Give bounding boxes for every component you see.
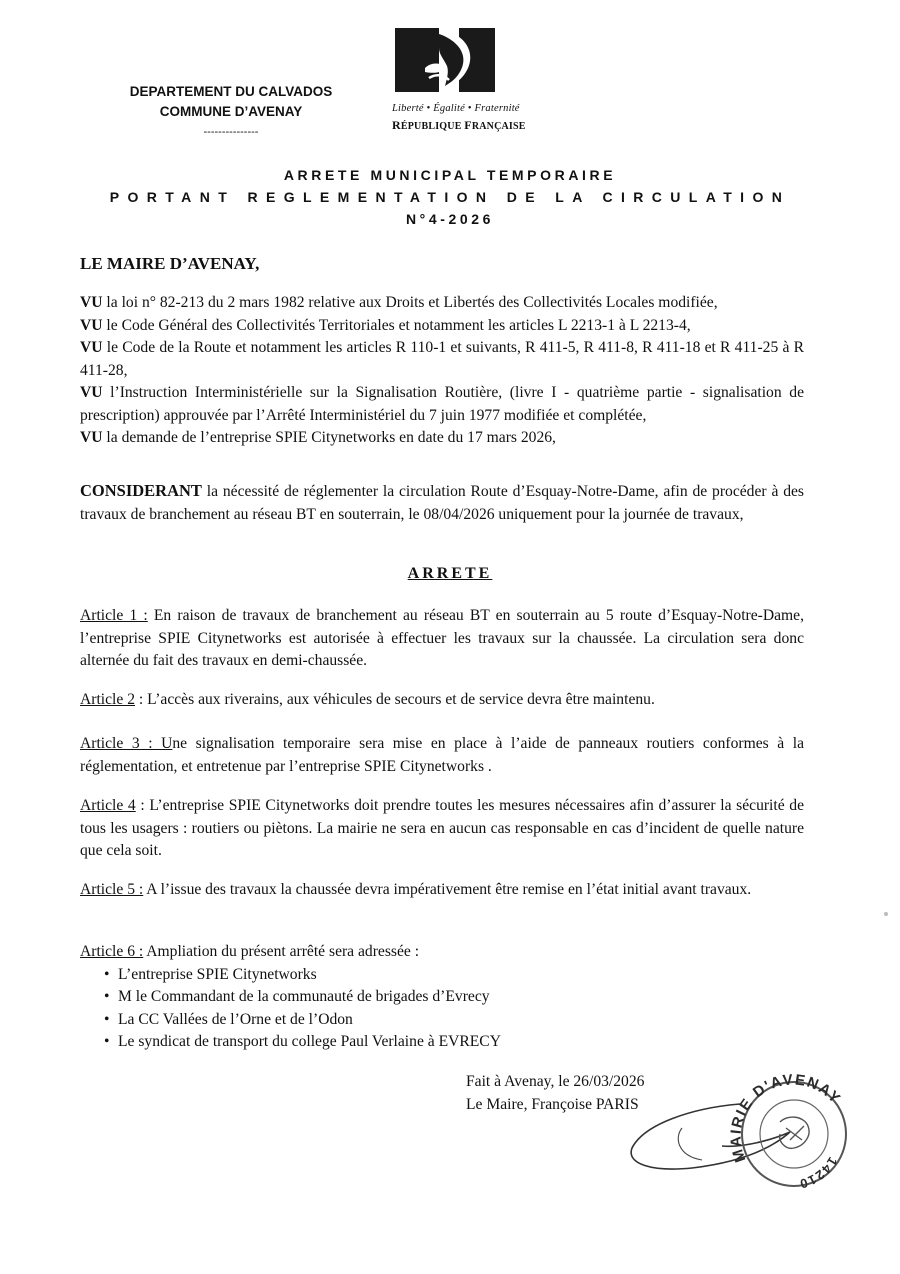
mayor-heading: LE MAIRE D’AVENAY, [80,254,260,273]
department-block [100,82,362,138]
header-separator: --------------- [203,126,259,138]
article-label: Article 5 : [80,881,144,898]
consideration-item [80,315,804,338]
republic-motto: Liberté • Égalité • Fraternité [392,103,520,114]
consideration-lead: VU [80,339,103,356]
republic-word-1: ÉPUBLIQUE [400,121,465,132]
stamp-postcode: 14210 [797,1154,841,1192]
mayor-stamp [622,1068,862,1208]
scan-artifact [884,912,888,916]
consideration-lead: VU [80,294,103,311]
consideration-lead: VU [80,429,103,446]
title-line-1: ARRETE MUNICIPAL TEMPORAIRE [283,167,617,183]
stamp-ring-text: MAIRIE D'AVENAY [727,1071,845,1165]
list-item: • Le syndicat de transport du college Paul Verlaine à EVRECY [104,1031,804,1054]
consideration-lead: VU [80,384,103,401]
consideration-item [80,382,804,427]
consideration-text: la loi n° 82-213 du 2 mars 1982 relative aux Droits et Libertés des Collectivités Locales modifiée, [102,294,718,311]
place-date: Fait à Avenay, le 26/03/2026 [466,1073,645,1090]
considerations-list [80,292,804,450]
title-line-3: N°4-2026 [405,211,495,227]
article-text: ne signalisation temporaire sera mise en place à l’aide de panneaux routiers conformes à la réglementation, et entretenue par l’entreprise SPIE Citynetworks . [80,735,804,775]
republique-francaise-logo [392,28,532,133]
consideration-text: l’Instruction Interministérielle sur la Signalisation Routière, (livre I - quatrième partie - signalisation de prescription) approuvée par l’Arrêté Interministériel du 7 juin 1977 modifiée et complétée, [80,384,804,424]
title-line-2: PORTANT REGLEMENTATION DE LA CIRCULATION [109,189,791,205]
article-label: Article 2 [80,691,135,708]
list-item: • La CC Vallées de l’Orne et de l’Odon [104,1009,804,1032]
considerant-paragraph [80,480,804,526]
republic-letter-f: F [464,118,472,132]
considerant-text: la nécessité de réglementer la circulation Route d’Esquay-Notre-Dame, afin de procéder à des travaux de branchement au réseau BT en souterrain, le 08/04/2026 uniquement pour la journée de travaux, [80,483,804,523]
signatory: Le Maire, Françoise PARIS [466,1095,639,1113]
consideration-text: le Code Général des Collectivités Territoriales et notamment les articles L 2213-1 à L 2213-4, [102,316,691,334]
article-4 [80,795,804,863]
consideration-text: la demande de l’entreprise SPIE Citynetworks en date du 17 mars 2026, [102,429,556,446]
department-name: DEPARTEMENT DU CALVADOS [129,84,333,99]
commune-name: COMMUNE D’AVENAY [159,104,303,119]
article-label: Article 4 [80,797,136,814]
signature-block [466,1071,644,1116]
republic-letter-r: R [392,118,401,132]
republic-name [392,118,532,133]
article-text: A l’issue des travaux la chaussée devra impérativement être remise en l’état initial avant travaux. [143,881,752,898]
article-label: Article 6 : [80,943,144,960]
article-label: Article 3 : U [80,735,173,752]
article-text: : L’entreprise SPIE Citynetworks doit prendre toutes les mesures nécessaires afin d’assurer la sécurité de tous les usagers : routiers ou piètons. La mairie ne sera en aucun cas responsable en cas d’incident de quelle nature que cela soit. [80,797,804,859]
article-6 [80,941,804,1054]
article-text: Ampliation du présent arrêté sera adressée : [143,943,420,960]
list-item: • M le Commandant de la communauté de brigades d’Evrecy [104,986,804,1009]
stamp-emblem-icon [780,1117,809,1148]
considerant-lead: CONSIDERANT [80,481,202,500]
article-1 [80,605,804,673]
consideration-item [80,337,804,382]
consideration-item [80,292,804,315]
article-text: En raison de travaux de branchement au réseau BT en souterrain au 5 route d’Esquay-Notre-Dame, l’entreprise SPIE Citynetworks est autorisée à effectuer les travaux sur la chaussée. La circulation sera donc alternée du fait des travaux en demi-chaussée. [80,607,804,669]
consideration-item [80,427,804,450]
consideration-text: le Code de la Route et notamment les articles R 110-1 et suivants, R 411-5, R 411-8, R 411-18 et R 411-25 à R 411-28, [80,339,804,379]
marianne-icon [395,28,495,92]
article-text: : L’accès aux riverains, aux véhicules de secours et de service devra être maintenu. [135,691,655,708]
recipients-list [80,964,804,1054]
republic-word-2: RANÇAISE [471,121,526,132]
article-2 [80,689,804,712]
article-3 [80,733,804,778]
article-6-intro [80,941,804,964]
svg-text:14210 [797,1154,840,1191]
arrete-heading: ARRETE [407,565,493,582]
consideration-lead: VU [80,316,103,334]
article-5 [80,879,804,902]
article-label: Article 1 : [80,607,148,624]
list-item: • L’entreprise SPIE Citynetworks [104,964,804,987]
document-title [0,164,900,230]
